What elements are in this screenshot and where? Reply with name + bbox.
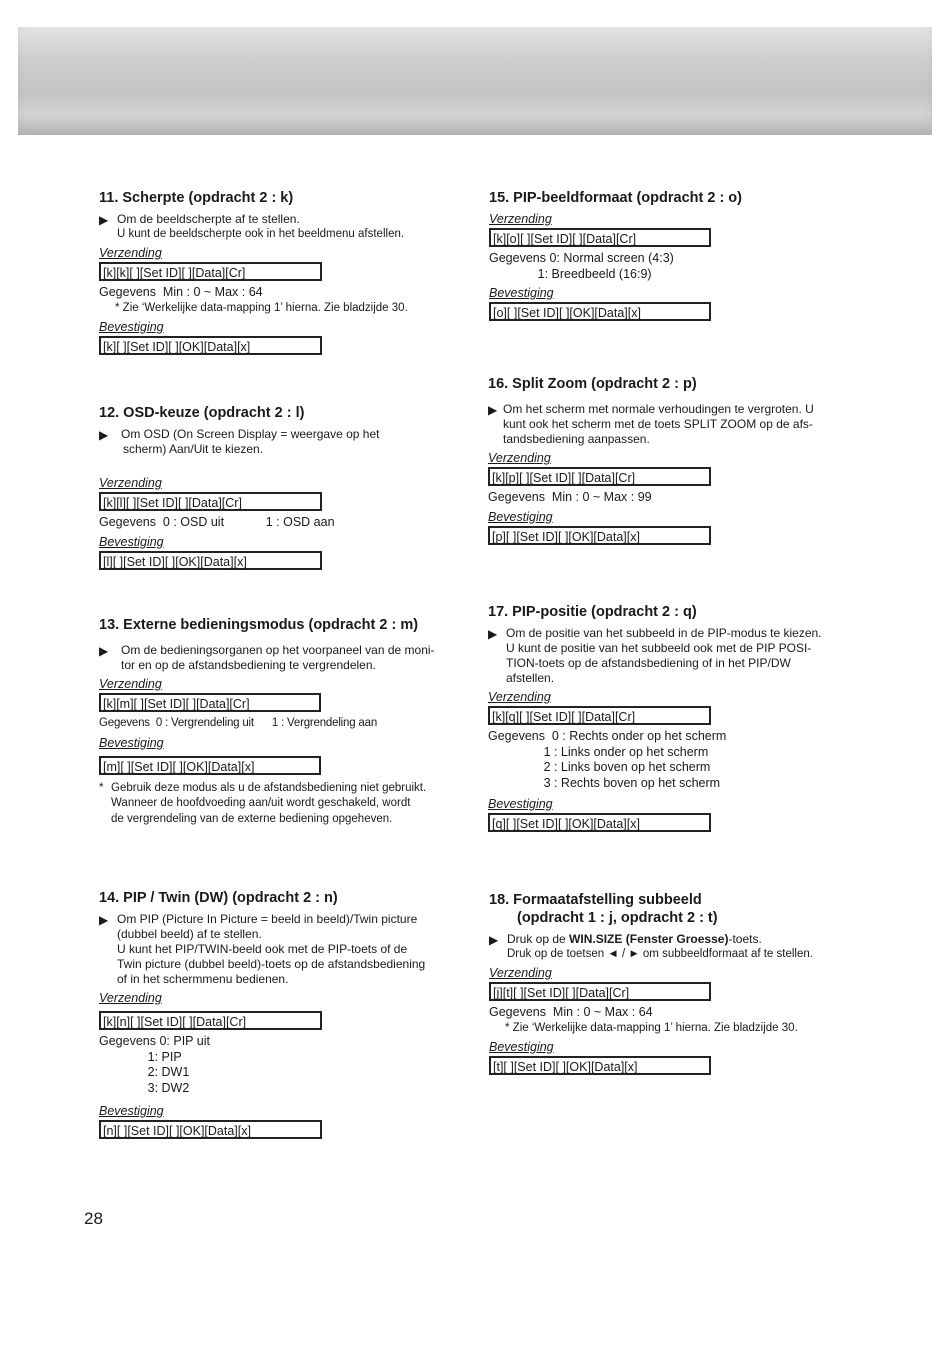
verzending-command-box: [k][m][ ][Set ID][ ][Data][Cr]: [99, 693, 321, 712]
section-11-scherpte: [99, 190, 459, 359]
data-line: Gegevens 0 : Rechts onder op het scherm: [488, 729, 727, 743]
bullet-paragraph: ▶ Om de beeldscherpte af te stellen. U kunt de beeldscherpte ook in het beeldmenu afstellen.: [99, 212, 405, 240]
bullet-arrow-icon: ▶: [488, 627, 498, 641]
section-14-pip-twin: [99, 890, 456, 1143]
bevestiging-command-box: [o][ ][Set ID][ ][OK][Data][x]: [489, 302, 711, 321]
verzending-command-box: [j][t][ ][Set ID][ ][Data][Cr]: [489, 982, 711, 1001]
data-line: Gegevens 0 : Vergrendeling uit 1 : Vergrendeling aan: [99, 717, 378, 729]
section-title: 12. OSD-keuze (opdracht 2 : l): [99, 405, 305, 421]
section-title: 13. Externe bedieningsmodus (opdracht 2 : m): [99, 617, 419, 633]
data-line: 1: Breedbeeld (16:9): [489, 266, 652, 281]
data-line: 1 : Links onder op het scherm: [488, 744, 709, 759]
bevestiging-label: Bevestiging: [99, 735, 164, 750]
section-13-externe-bedieningsmodus: [99, 617, 459, 827]
data-line: Gegevens 0: PIP uit: [99, 1034, 210, 1048]
section-15-pip-beeldformaat: [489, 190, 849, 325]
page-number: 28: [84, 1209, 103, 1228]
bevestiging-command-box: [l][ ][Set ID][ ][OK][Data][x]: [99, 551, 322, 570]
section-16-split-zoom: [488, 376, 843, 549]
verzending-label: Verzending: [489, 212, 552, 226]
data-line: 2 : Links boven op het scherm: [488, 760, 711, 774]
section-title: 16. Split Zoom (opdracht 2 : p): [488, 376, 697, 392]
verzending-label: Verzending: [488, 451, 551, 465]
bevestiging-label: Bevestiging: [488, 797, 553, 811]
bullet-arrow-icon: ▶: [99, 213, 109, 227]
section-title: 17. PIP-positie (opdracht 2 : q): [488, 604, 697, 620]
section-title: 15. PIP-beeldformaat (opdracht 2 : o): [489, 190, 742, 206]
bullet-paragraph: ▶ Om PIP (Picture In Picture = beeld in beeld)/Twin picture (dubbel beeld) af te stellen. U kunt het PIP/TWIN-beeld ook met de PIP-toets of de Twin picture (dubbel beeld)-toets op de afstandsbediening of in het schermmenu bedienen.: [99, 912, 426, 986]
bevestiging-label: Bevestiging: [488, 509, 553, 524]
asterisk-icon: *: [99, 781, 104, 794]
bullet-arrow-icon: ▶: [99, 913, 109, 927]
verzending-label: Verzending: [99, 246, 162, 260]
bevestiging-label: Bevestiging: [99, 1104, 164, 1118]
data-line: Gegevens Min : 0 ~ Max : 64: [489, 1005, 653, 1019]
verzending-label: Verzending: [488, 690, 551, 704]
bullet-arrow-icon: ▶: [99, 644, 109, 658]
data-line: Gegevens Min : 0 ~ Max : 64: [99, 285, 263, 299]
verzending-command-box: [k][l][ ][Set ID][ ][Data][Cr]: [99, 492, 322, 511]
data-line: 1: PIP: [99, 1049, 182, 1064]
bevestiging-command-box: [q][ ][Set ID][ ][OK][Data][x]: [488, 813, 711, 832]
note-line: * Zie ‘Werkelijke data-mapping 1’ hierna. Zie bladzijde 30.: [505, 1021, 798, 1034]
bevestiging-command-box: [n][ ][Set ID][ ][OK][Data][x]: [99, 1120, 322, 1139]
verzending-command-box: [k][n][ ][Set ID][ ][Data][Cr]: [99, 1011, 322, 1030]
bullet-arrow-icon: ▶: [99, 428, 109, 442]
verzending-command-box: [k][p][ ][Set ID][ ][Data][Cr]: [488, 467, 711, 486]
data-line: 2: DW1: [99, 1065, 190, 1079]
verzending-command-box: [k][q][ ][Set ID][ ][Data][Cr]: [488, 706, 711, 725]
section-17-pip-positie: [488, 604, 843, 836]
data-line: Gegevens Min : 0 ~ Max : 99: [488, 490, 652, 504]
bevestiging-command-box: [t][ ][Set ID][ ][OK][Data][x]: [489, 1056, 711, 1075]
verzending-command-box: [k][k][ ][Set ID][ ][Data][Cr]: [99, 262, 322, 281]
note-line: * Zie ‘Werkelijke data-mapping 1’ hierna. Zie bladzijde 30.: [115, 301, 408, 314]
data-line: Gegevens 0: Normal screen (4:3): [489, 251, 674, 265]
bevestiging-command-box: [k][ ][Set ID][ ][OK][Data][x]: [99, 336, 322, 355]
bullet-paragraph: ▶ Om OSD (On Screen Display = weergave op het scherm) Aan/Uit te kiezen.: [99, 427, 380, 456]
bullet-paragraph: ▶ Om de positie van het subbeeld in de PIP-modus te kiezen. U kunt de positie van het subbeeld ook met de PIP POSI- TION-toets op de afstandsbediening of in het PIP/DW afstellen.: [488, 626, 822, 685]
bevestiging-label: Bevestiging: [99, 534, 164, 549]
bevestiging-label: Bevestiging: [99, 319, 164, 334]
section-12-osd-keuze: [99, 405, 459, 574]
section-title: 11. Scherpte (opdracht 2 : k): [99, 190, 294, 206]
verzending-command-box: [k][o][ ][Set ID][ ][Data][Cr]: [489, 228, 711, 247]
bevestiging-label: Bevestiging: [489, 286, 554, 300]
verzending-label: Verzending: [99, 476, 162, 490]
bevestiging-label: Bevestiging: [489, 1039, 554, 1054]
section-18-formaatafstelling-subbeeld: [489, 892, 849, 1079]
bullet-arrow-icon: ▶: [488, 403, 498, 417]
bullet-paragraph: ▶ Druk op de WIN.SIZE (Fenster Groesse)-toets. Druk op de toetsen ◄ / ► om subbeeldformaat af te stellen.: [489, 932, 813, 960]
bullet-paragraph: ▶ Om het scherm met normale verhoudingen te vergroten. U kunt ook het scherm met de toets SPLIT ZOOM op de afs- tandsbediening aanpassen.: [488, 402, 814, 446]
bullet-arrow-icon: ▶: [489, 933, 499, 947]
verzending-label: Verzending: [489, 966, 552, 980]
data-line: 3: DW2: [99, 1080, 190, 1095]
footnote: * Gebruik deze modus als u de afstandsbediening niet gebruikt. Wanneer de hoofdvoeding aan/uit wordt geschakeld, wordt de vergrendeling van de externe bediening opgeheven.: [99, 781, 427, 825]
data-line: 3 : Rechts boven op het scherm: [488, 775, 721, 790]
bevestiging-command-box: [p][ ][Set ID][ ][OK][Data][x]: [488, 526, 711, 545]
bevestiging-command-box: [m][ ][Set ID][ ][OK][Data][x]: [99, 756, 321, 775]
header-band: [18, 27, 932, 135]
data-line: Gegevens 0 : OSD uit 1 : OSD aan: [99, 515, 335, 529]
verzending-label: Verzending: [99, 677, 162, 691]
bullet-paragraph: ▶ Om de bedieningsorganen op het voorpaneel van de moni- tor en op de afstandsbediening te vergrendelen.: [99, 643, 435, 672]
section-title: 18. Formaatafstelling subbeeld (opdracht 1 : j, opdracht 2 : t): [489, 892, 718, 926]
section-title: 14. PIP / Twin (DW) (opdracht 2 : n): [99, 890, 338, 906]
verzending-label: Verzending: [99, 991, 162, 1005]
